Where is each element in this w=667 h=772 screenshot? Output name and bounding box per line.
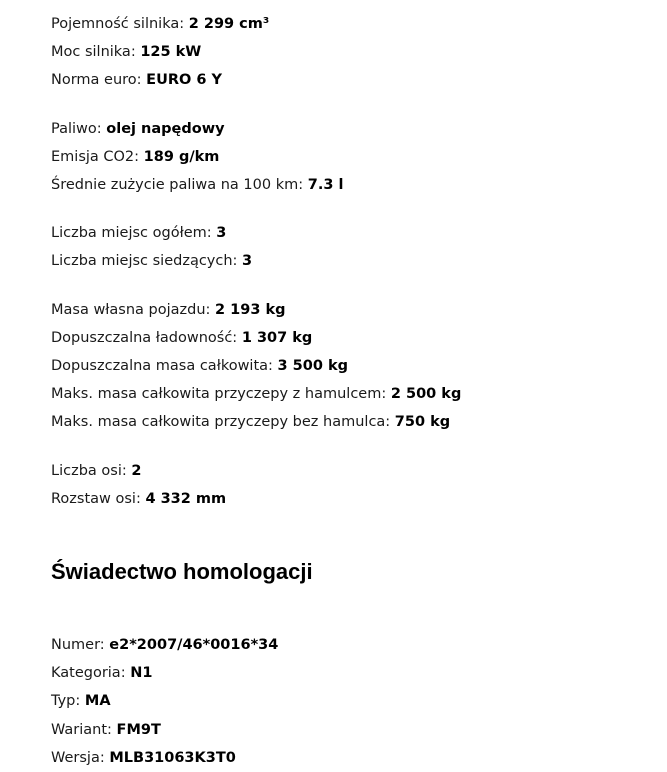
spec-value: 3 500 kg	[277, 358, 349, 375]
spec-label: Liczba miejsc ogółem:	[51, 225, 212, 242]
spec-value: 1 307 kg	[241, 329, 313, 346]
spec-value: 4 332 mm	[145, 490, 227, 507]
spec-label: Kategoria:	[51, 665, 126, 682]
spec-row	[51, 485, 657, 513]
spec-label: Wariant:	[51, 721, 112, 738]
spec-value: 2 500 kg	[390, 386, 462, 403]
spec-value: 2 299 cm³	[188, 16, 270, 32]
spec-label: Dopuszczalna ładowność:	[51, 329, 238, 346]
spec-row	[51, 296, 657, 324]
spec-label: Liczba osi:	[51, 462, 127, 479]
spec-value: MLB31063K3T0	[109, 749, 236, 766]
spec-value: 125 kW	[140, 44, 202, 61]
spec-value: 7.3 l	[307, 177, 344, 194]
spec-label: Emisja CO2:	[51, 148, 140, 165]
mass-group	[51, 296, 657, 437]
spec-value: MA	[84, 693, 111, 710]
spec-row	[51, 38, 657, 66]
spec-row	[51, 171, 657, 199]
axles-group	[51, 457, 657, 513]
spec-label: Numer:	[51, 637, 105, 654]
spec-row	[51, 143, 657, 171]
spec-row	[51, 66, 657, 94]
spec-label: Maks. masa całkowita przyczepy z hamulcem:	[51, 386, 387, 403]
engine-group	[51, 10, 657, 95]
spec-row	[51, 324, 657, 352]
spec-value: FM9T	[116, 721, 161, 738]
spec-row	[51, 716, 657, 744]
spec-label: Paliwo:	[51, 120, 102, 137]
spec-row	[51, 631, 657, 659]
spec-value: 2	[131, 462, 142, 479]
spec-value: EURO 6 Y	[146, 72, 223, 89]
spec-value: N1	[130, 665, 153, 682]
spec-value: 750 kg	[394, 414, 451, 431]
spec-label: Średnie zużycie paliwa na 100 km:	[51, 177, 304, 194]
spec-row	[51, 408, 657, 436]
spec-row	[51, 219, 657, 247]
spec-row	[51, 659, 657, 687]
spec-label: Moc silnika:	[51, 44, 136, 61]
spec-row	[51, 115, 657, 143]
spec-label: Wersja:	[51, 749, 105, 766]
spec-label: Rozstaw osi:	[51, 490, 141, 507]
homologation-heading: Świadectwo homologacji	[51, 559, 313, 585]
spec-row	[51, 247, 657, 275]
spec-value: 3	[242, 253, 253, 270]
spec-label: Typ:	[51, 693, 81, 710]
seats-group	[51, 219, 657, 275]
spec-value: 2 193 kg	[215, 301, 286, 318]
fuel-group	[51, 115, 657, 200]
spec-row	[51, 457, 657, 485]
spec-row	[51, 10, 657, 38]
spec-label: Norma euro:	[51, 72, 142, 89]
spec-row	[51, 380, 657, 408]
spec-value: e2*2007/46*0016*34	[109, 637, 279, 654]
homologation-group	[51, 631, 657, 772]
spec-row	[51, 352, 657, 380]
spec-label: Pojemność silnika:	[51, 16, 185, 32]
spec-value: 189 g/km	[143, 148, 220, 165]
vehicle-specs	[51, 10, 657, 772]
spec-label: Masa własna pojazdu:	[51, 301, 211, 318]
spec-value: 3	[216, 225, 227, 242]
spec-row	[51, 687, 657, 715]
spec-label: Dopuszczalna masa całkowita:	[51, 358, 273, 375]
spec-label: Maks. masa całkowita przyczepy bez hamulca:	[51, 414, 391, 431]
spec-value: olej napędowy	[106, 120, 225, 137]
spec-label: Liczba miejsc siedzących:	[51, 253, 238, 270]
spec-row	[51, 744, 657, 772]
